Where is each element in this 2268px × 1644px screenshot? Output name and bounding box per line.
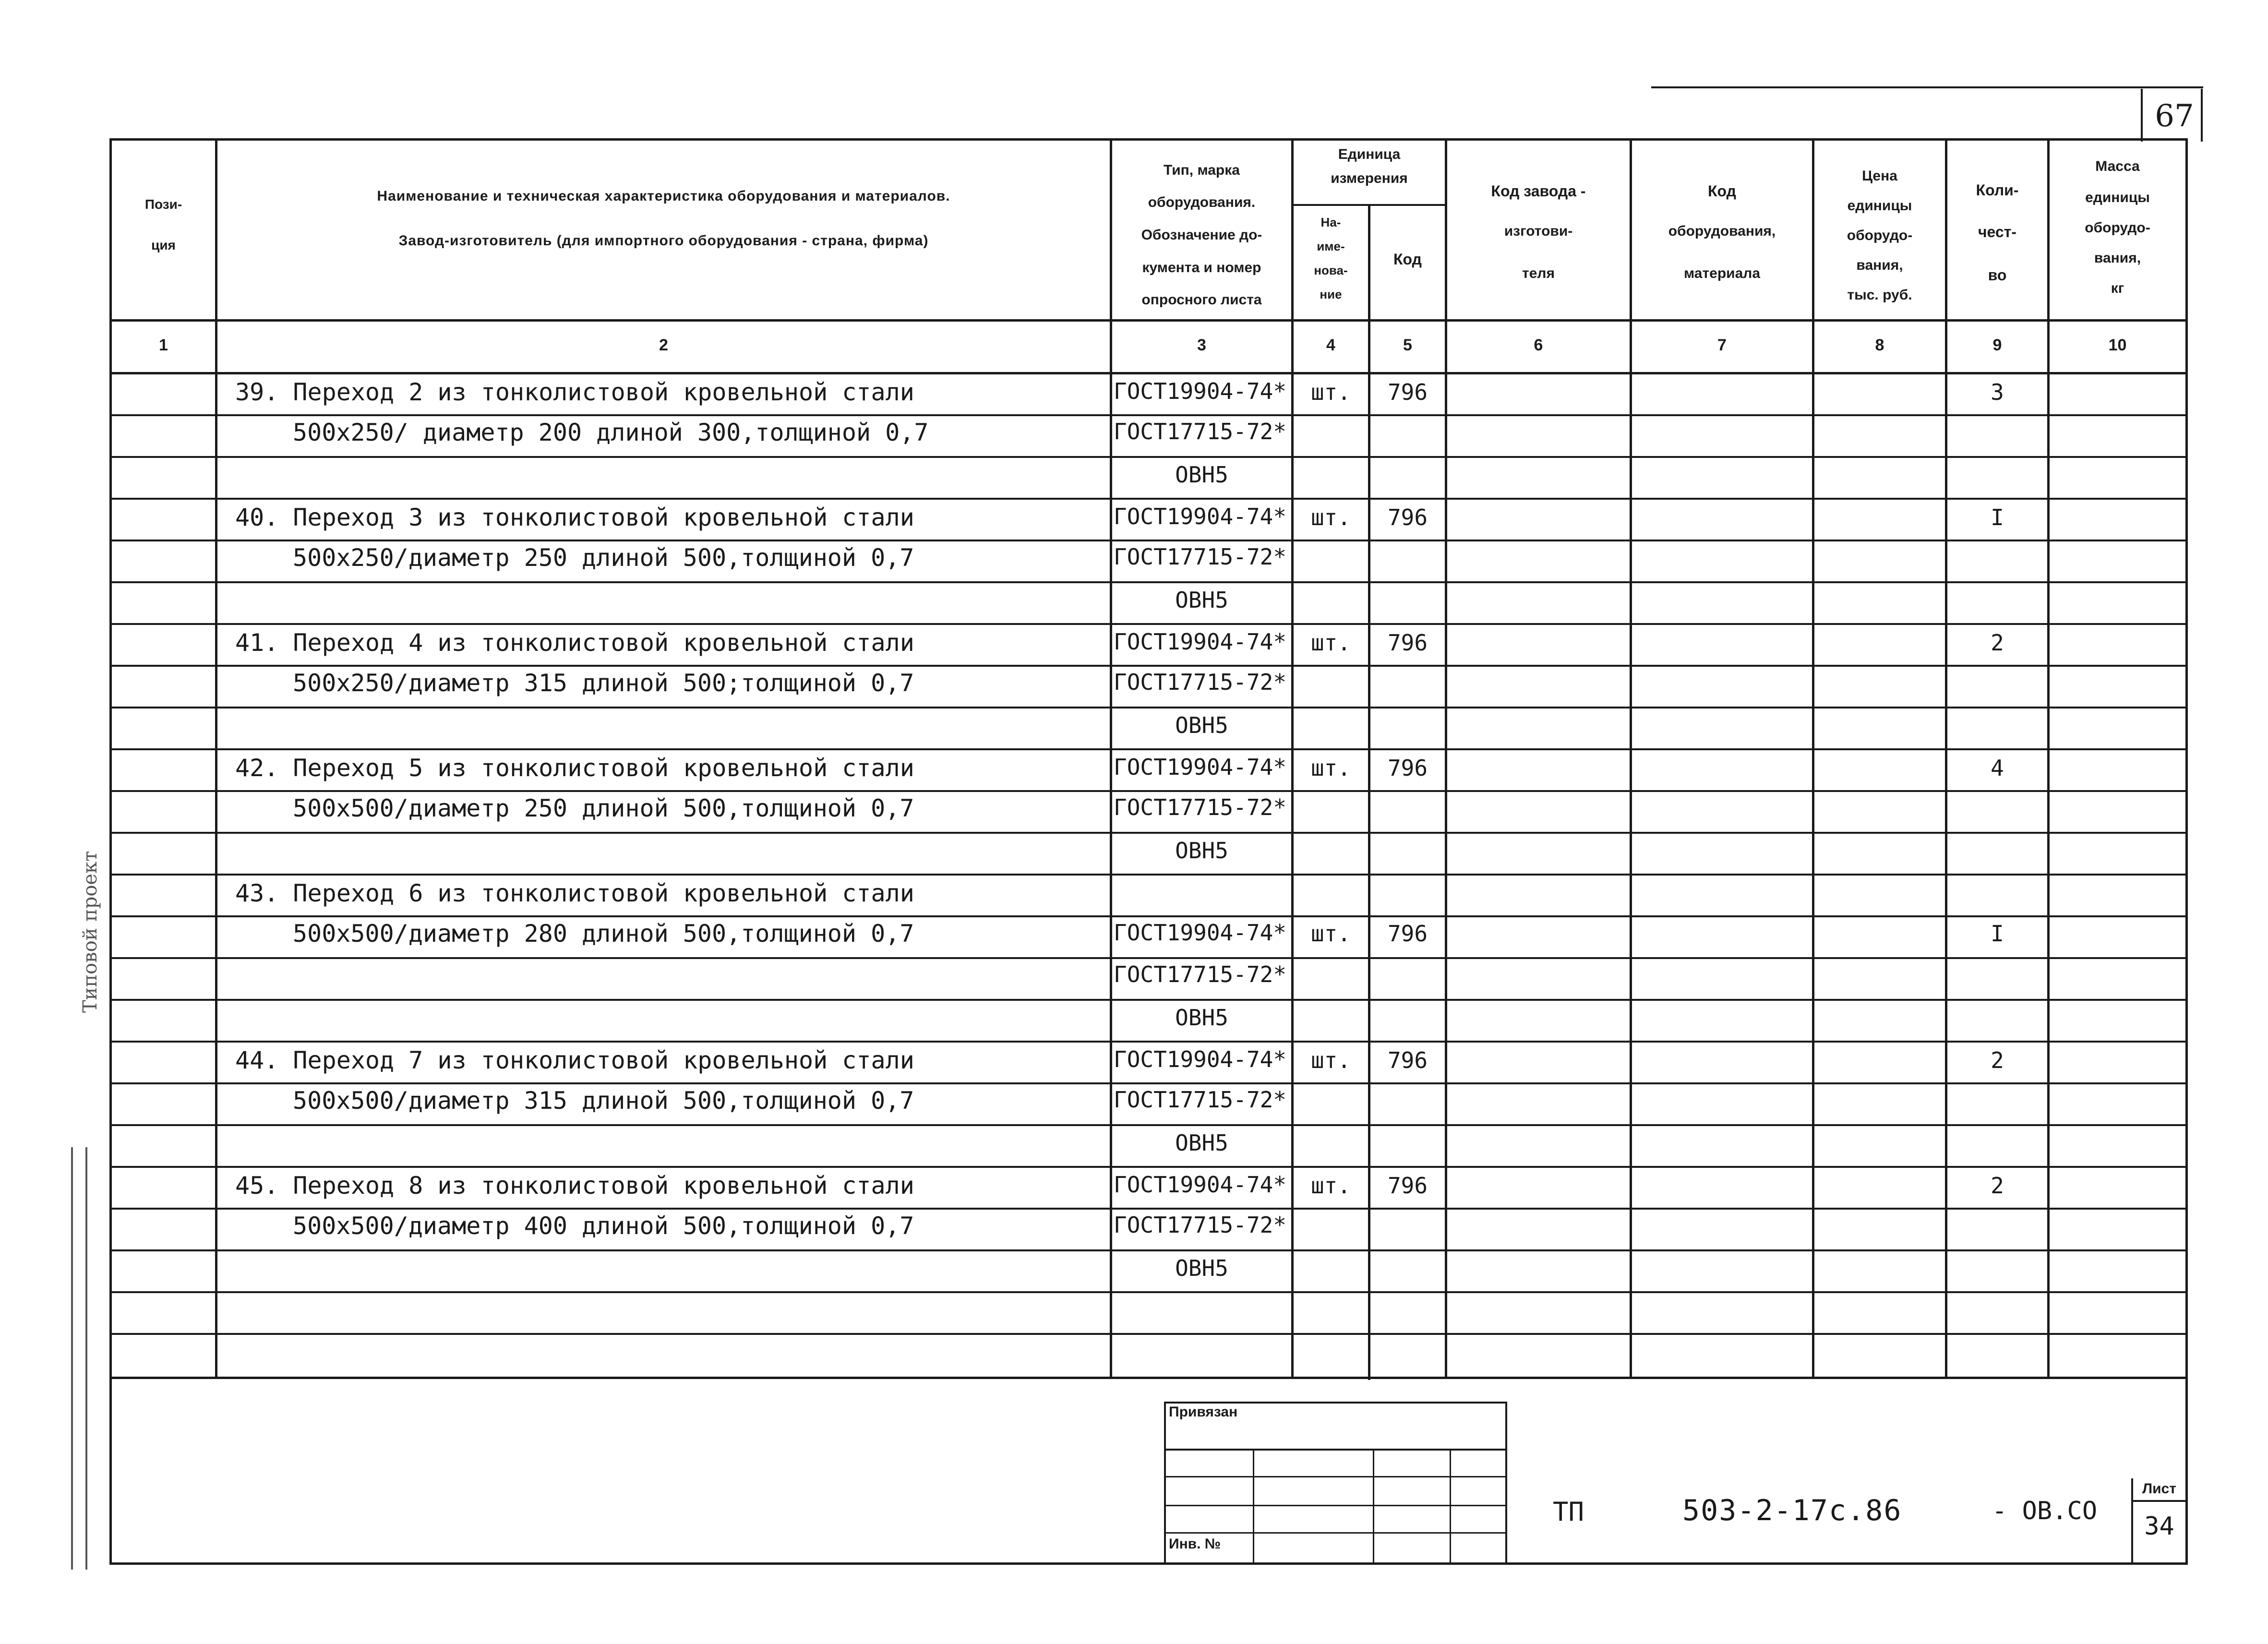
item-39-unit: шт. (1310, 379, 1351, 405)
stamp-attached-label: Привязан (1169, 1404, 1238, 1420)
stamp-sheet-label: Лист (2142, 1481, 2176, 1497)
item-40-name-line2: 500х250/диаметр 250 длиной 500,толщиной 0,7 (293, 544, 914, 572)
header-col4-line2: имe- (1317, 239, 1345, 253)
item-41-name-line1: 41. Переход 4 из тонколистовой кровельной стали (235, 629, 914, 657)
item-41-name-line2: 500х250/диаметр 315 длиной 500;толщиной 0,7 (293, 669, 914, 697)
item-42-doc2: ГОСТ17715-72* (1114, 794, 1287, 820)
header-col8-line1: Цена (1862, 168, 1897, 184)
header-col8-line2: единицы (1847, 198, 1912, 214)
column-number-3: 3 (1197, 336, 1206, 354)
header-col3-line4: кумента и номер (1142, 260, 1261, 276)
item-44-qty: 2 (1991, 1047, 2004, 1073)
item-43-qty: I (1991, 921, 2004, 947)
item-45-unit: шт. (1310, 1173, 1351, 1199)
item-44-code: 796 (1387, 1047, 1428, 1073)
item-40-name-line1: 40. Переход 3 из тонколистовой кровельной стали (235, 504, 914, 531)
item-44-doc1: ГОСТ19904-74* (1114, 1046, 1287, 1072)
header-col8-line3: оборудо- (1847, 228, 1913, 243)
page-number: 67 (2155, 98, 2194, 134)
item-42-doc1: ГОСТ19904-74* (1114, 754, 1287, 780)
side-label: Типовой проект (79, 851, 101, 1013)
header-col3-line5: опросного листа (1141, 292, 1262, 308)
header-col2-line1: Наименование и техническая характеристика оборудования и материалов. (377, 188, 950, 204)
stamp-doc-suffix: - ОВ.СО (1992, 1497, 2098, 1525)
item-43-doc2: ГОСТ17715-72* (1114, 961, 1287, 987)
header-col9-line2: чест- (1978, 223, 2017, 240)
item-43-doc1: ГОСТ19904-74* (1114, 920, 1287, 946)
header-col3-line1: Тип, марка (1164, 162, 1240, 178)
header-col6-line3: теля (1522, 265, 1555, 281)
item-41-doc1: ГОСТ19904-74* (1114, 629, 1287, 655)
item-42-doc3: ОВН5 (1175, 838, 1228, 864)
header-col10-line3: оборудо- (2085, 220, 2150, 236)
item-41-doc2: ГОСТ17715-72* (1114, 669, 1287, 695)
header-col3-line3: Обозначение до- (1141, 227, 1262, 243)
item-39-code: 796 (1387, 379, 1428, 405)
header-col7-line1: Код (1708, 182, 1736, 200)
column-number-10: 10 (2108, 336, 2127, 354)
stamp-doc-number: 503-2-17с.86 (1682, 1494, 1902, 1527)
item-45-name-line2: 500х500/диаметр 400 длиной 500,толщиной 0,7 (293, 1212, 914, 1240)
item-41-unit: шт. (1310, 630, 1351, 656)
item-44-name-line2: 500х500/диаметр 315 длиной 500,толщиной 0,7 (293, 1087, 914, 1115)
column-number-6: 6 (1534, 336, 1543, 354)
item-45-code: 796 (1387, 1173, 1428, 1199)
header-col7-line2: оборудования, (1668, 223, 1776, 239)
item-42-name-line2: 500х500/диаметр 250 длиной 500,толщиной 0,7 (293, 794, 914, 822)
item-45-doc1: ГОСТ19904-74* (1114, 1172, 1287, 1198)
item-40-doc2: ГОСТ17715-72* (1114, 544, 1287, 570)
item-43-code: 796 (1387, 921, 1428, 947)
header-col10-line5: кг (2111, 280, 2124, 296)
header-col5: Код (1393, 251, 1422, 268)
column-number-7: 7 (1717, 336, 1727, 354)
stamp-sheet-number: 34 (2144, 1512, 2174, 1541)
item-42-code: 796 (1387, 755, 1428, 781)
item-44-doc2: ГОСТ17715-72* (1114, 1087, 1287, 1113)
item-43-name-line1: 43. Переход 6 из тонколистовой кровельной стали (235, 879, 914, 907)
item-41-code: 796 (1387, 630, 1428, 656)
item-44-unit: шт. (1310, 1047, 1351, 1073)
item-39-doc3: ОВН5 (1175, 462, 1228, 488)
stamp-tp-label: ТП (1553, 1497, 1584, 1527)
header-col4-line1: На- (1320, 215, 1341, 229)
header-col10-line4: вания, (2094, 250, 2141, 266)
column-number-4: 4 (1326, 336, 1335, 354)
item-45-qty: 2 (1991, 1173, 2004, 1199)
item-40-doc1: ГОСТ19904-74* (1114, 504, 1287, 529)
item-39-qty: 3 (1991, 379, 2004, 405)
item-42-qty: 4 (1991, 755, 2004, 781)
header-col10-line2: единицы (2085, 190, 2150, 205)
header-col4-line3: нова- (1314, 263, 1348, 277)
item-40-code: 796 (1387, 504, 1428, 530)
header-col6-line2: изготови- (1504, 223, 1573, 239)
column-number-9: 9 (1992, 336, 2002, 354)
item-42-unit: шт. (1310, 755, 1351, 781)
header-col2-line2: Завод-изготовитель (для импортного оборудования - страна, фирма) (398, 233, 929, 249)
item-40-unit: шт. (1310, 504, 1351, 530)
stamp-inv-label: Инв. № (1169, 1536, 1221, 1552)
item-39-name-line2: 500х250/ диаметр 200 длиной 300,толщиной 0,7 (293, 419, 929, 446)
item-44-doc3: ОВН5 (1175, 1130, 1228, 1156)
item-39-name-line1: 39. Переход 2 из тонколистовой кровельной стали (235, 378, 914, 406)
item-40-qty: I (1991, 504, 2004, 530)
header-col4-line4: ние (1320, 287, 1342, 301)
header-col1-line2: ция (151, 238, 176, 252)
column-number-5: 5 (1403, 336, 1412, 354)
item-41-qty: 2 (1991, 630, 2004, 656)
header-col1-line1: Пози- (144, 197, 182, 212)
item-40-doc3: ОВН5 (1175, 587, 1228, 613)
item-39-doc1: ГОСТ19904-74* (1114, 378, 1287, 404)
item-43-unit: шт. (1310, 921, 1351, 947)
column-number-8: 8 (1875, 336, 1884, 354)
column-number-2: 2 (659, 336, 668, 354)
item-41-doc3: ОВН5 (1175, 712, 1228, 738)
header-col9-line3: во (1988, 266, 2007, 284)
header-col9-line1: Коли- (1976, 181, 2019, 199)
header-col7-line3: материала (1683, 265, 1761, 281)
item-43-name-line2: 500х500/диаметр 280 длиной 500,толщиной 0,7 (293, 920, 914, 948)
header-col3-line2: оборудования. (1148, 194, 1256, 210)
header-col8-line5: тыс. руб. (1847, 287, 1912, 303)
header-units-line2: измерения (1331, 170, 1408, 186)
item-39-doc2: ГОСТ17715-72* (1114, 419, 1287, 444)
column-number-1: 1 (159, 336, 168, 354)
header-col6-line1: Код завода - (1491, 182, 1586, 200)
header-units-line1: Единица (1338, 146, 1401, 162)
header-col10-line1: Масса (2095, 158, 2140, 174)
item-42-name-line1: 42. Переход 5 из тонколистовой кровельной стали (235, 754, 914, 782)
item-44-name-line1: 44. Переход 7 из тонколистовой кровельной стали (235, 1046, 914, 1074)
item-45-name-line1: 45. Переход 8 из тонколистовой кровельной стали (235, 1172, 914, 1200)
item-45-doc3: ОВН5 (1175, 1255, 1228, 1281)
item-45-doc2: ГОСТ17715-72* (1114, 1212, 1287, 1238)
item-43-doc3: ОВН5 (1175, 1005, 1228, 1031)
header-col8-line4: вания, (1856, 257, 1903, 273)
